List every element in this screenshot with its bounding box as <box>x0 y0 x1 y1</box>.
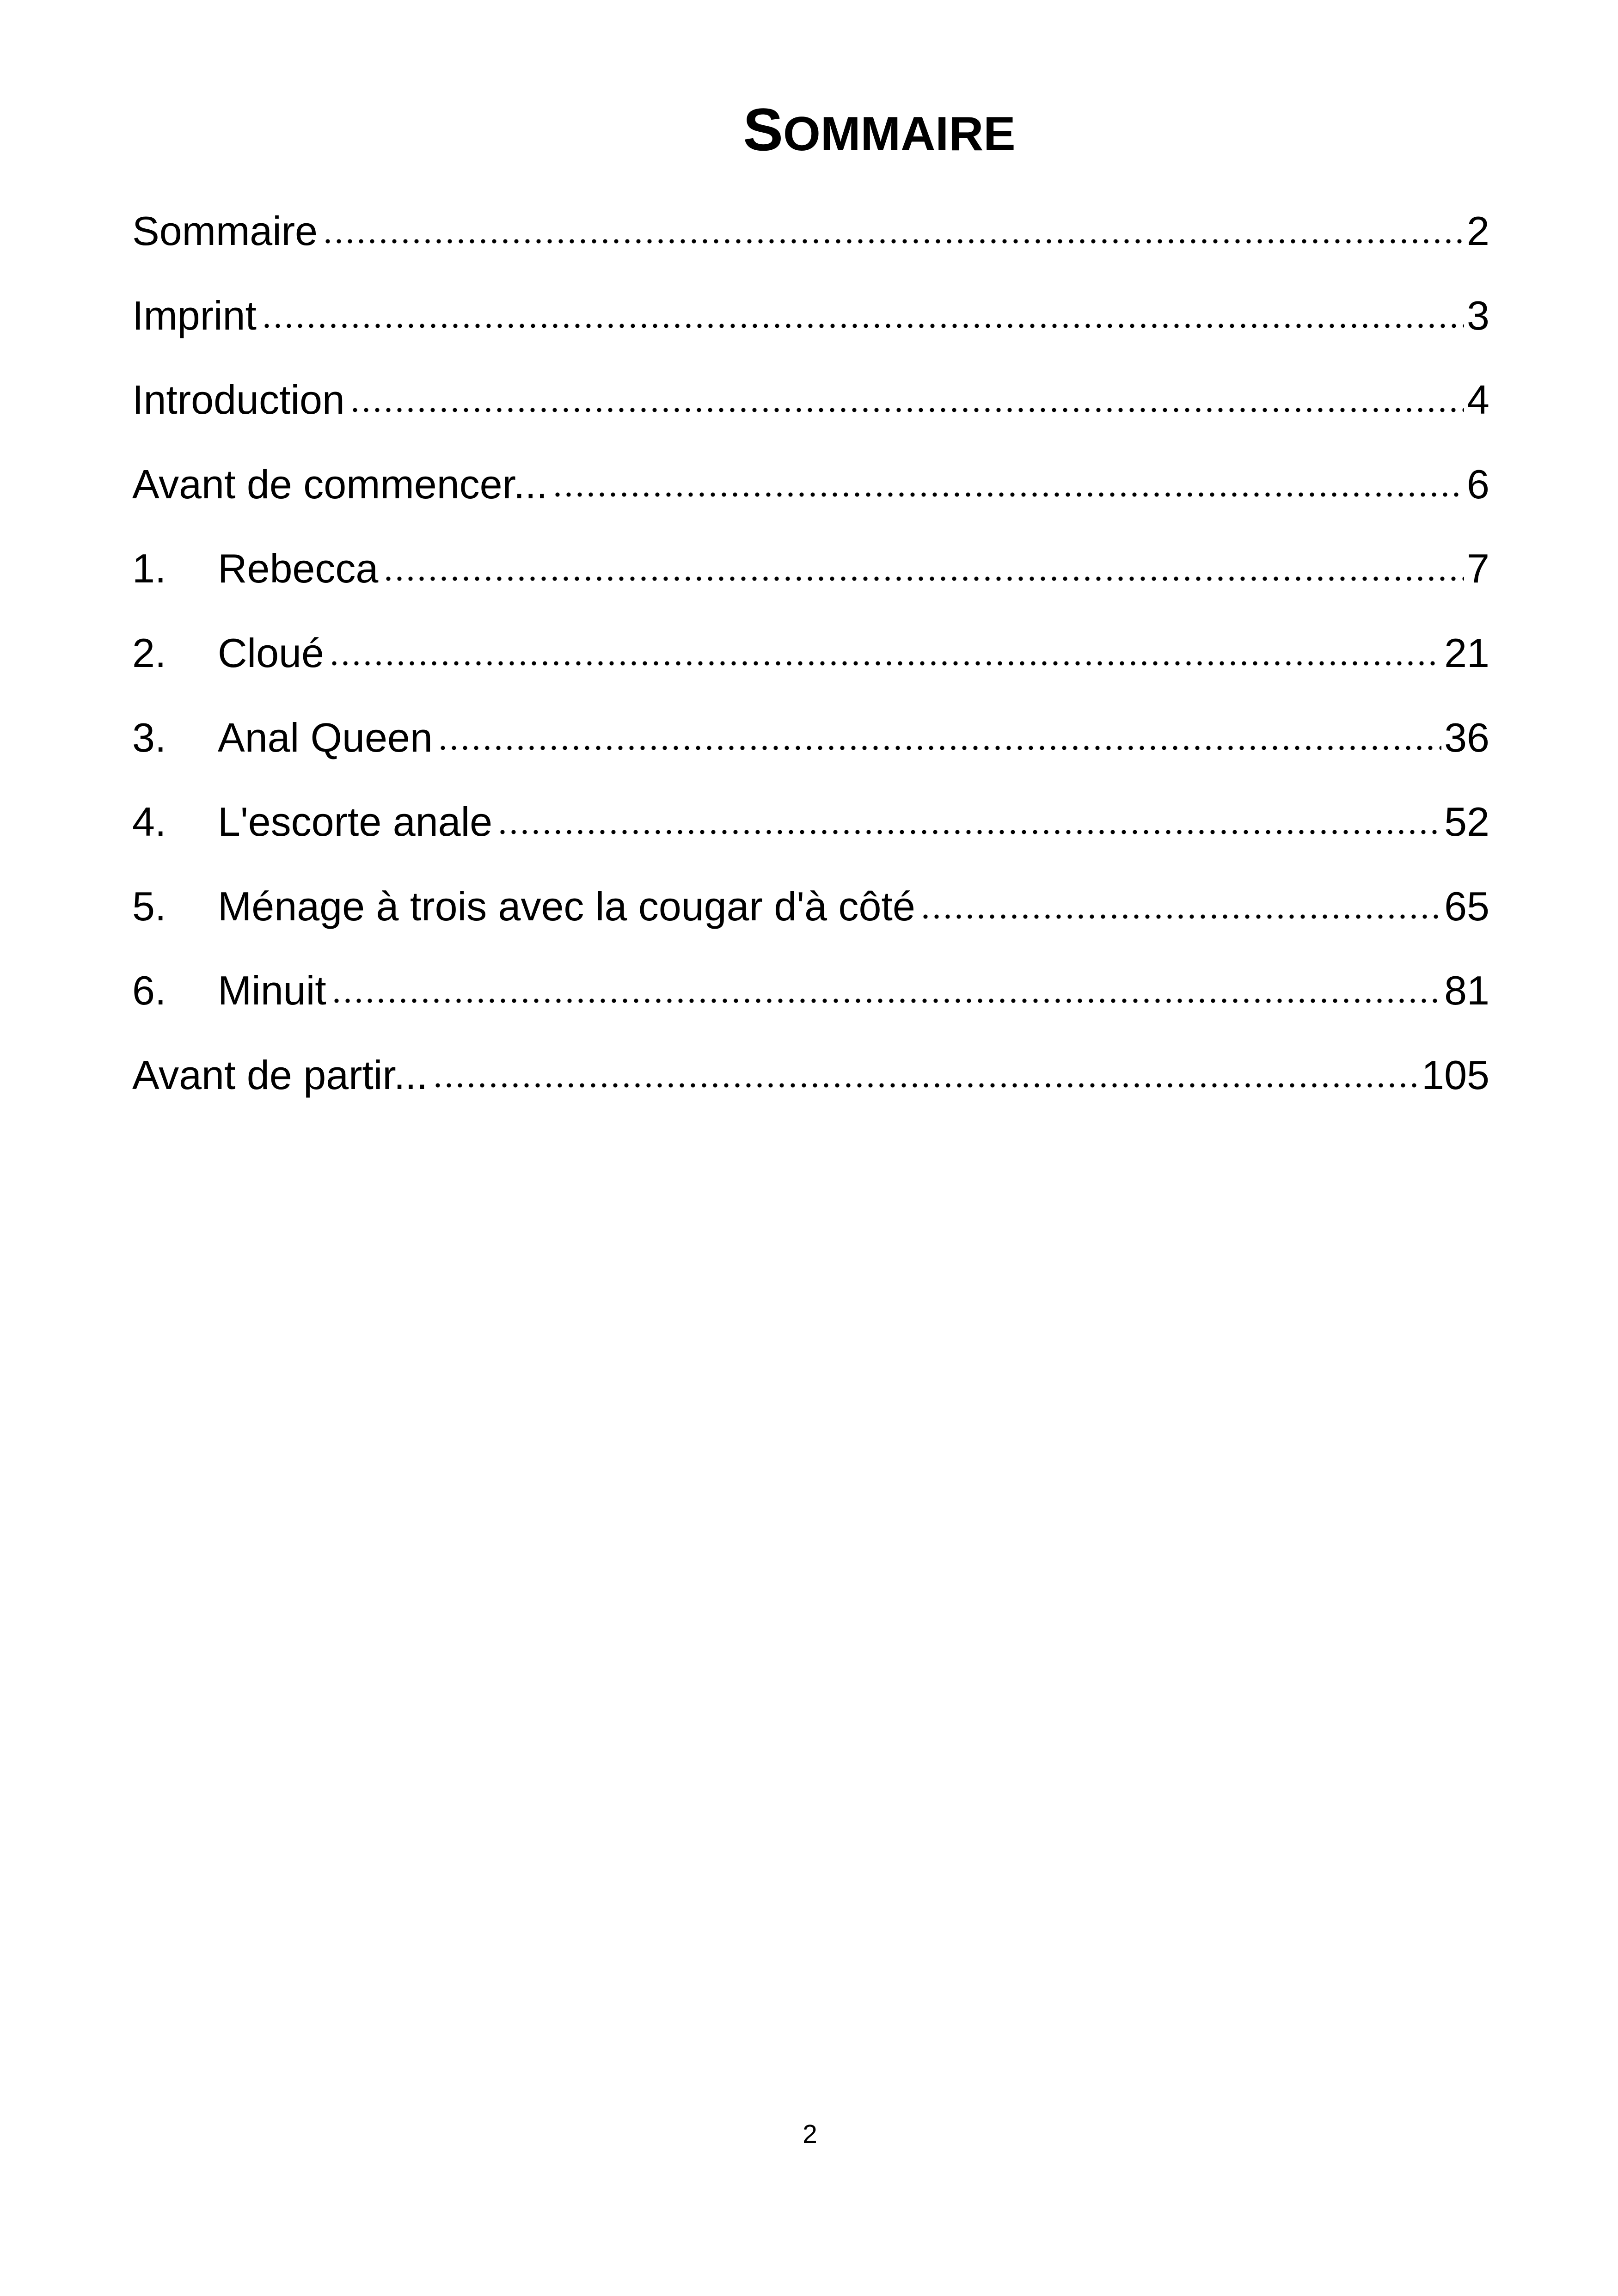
toc-entry-avant-de-commencer[interactable] <box>132 442 1489 527</box>
toc-entry-number: 4. <box>132 799 166 845</box>
toc-entry-label: Imprint <box>132 292 257 338</box>
table-of-contents <box>132 189 1489 1118</box>
toc-entry-avant-de-partir[interactable] <box>132 1033 1489 1118</box>
toc-dot-leader <box>331 997 1441 1004</box>
toc-dot-leader <box>383 575 1464 582</box>
toc-entry-label: Cloué <box>218 630 324 676</box>
toc-entry-chapter-4[interactable] <box>132 780 1489 864</box>
toc-entry-label: Sommaire <box>132 208 318 254</box>
toc-entry-chapter-5[interactable] <box>132 864 1489 949</box>
toc-entry-page: 36 <box>1444 714 1489 760</box>
toc-entry-page: 4 <box>1467 377 1489 423</box>
toc-entry-number: 1. <box>132 545 166 592</box>
toc-entry-label: L'escorte anale <box>218 799 493 845</box>
toc-entry-page: 6 <box>1467 461 1489 507</box>
toc-entry-number: 2. <box>132 630 166 676</box>
toc-entry-introduction[interactable] <box>132 358 1489 442</box>
toc-entry-label: Ménage à trois avec la cougar d'à côté <box>218 883 915 929</box>
toc-dot-leader <box>437 744 1441 752</box>
toc-entry-page: 3 <box>1467 292 1489 338</box>
toc-dot-leader <box>432 1082 1419 1089</box>
toc-entry-page: 2 <box>1467 208 1489 254</box>
toc-entry-label: Avant de commencer... <box>132 461 548 507</box>
toc-entry-page: 7 <box>1467 545 1489 592</box>
toc-entry-page: 52 <box>1444 799 1489 845</box>
page-number: 2 <box>803 2119 817 2149</box>
toc-entry-number: 6. <box>132 967 166 1014</box>
toc-entry-chapter-1[interactable] <box>132 527 1489 611</box>
toc-entry-number: 3. <box>132 714 166 760</box>
toc-entry-chapter-2[interactable] <box>132 611 1489 696</box>
toc-dot-leader <box>322 238 1464 245</box>
toc-entry-number: 5. <box>132 883 166 929</box>
toc-dot-leader <box>920 913 1441 920</box>
toc-dot-leader <box>261 322 1464 330</box>
toc-entry-imprint[interactable] <box>132 274 1489 358</box>
toc-entry-label: Introduction <box>132 377 345 423</box>
toc-entry-sommaire[interactable] <box>132 189 1489 274</box>
toc-entry-page: 65 <box>1444 883 1489 929</box>
toc-dot-leader <box>329 660 1441 667</box>
toc-entry-chapter-3[interactable] <box>132 696 1489 780</box>
toc-dot-leader <box>552 491 1464 498</box>
toc-entry-label: Anal Queen <box>218 714 433 760</box>
page-title: SOMMAIRE <box>743 96 1016 163</box>
toc-entry-page: 81 <box>1444 967 1489 1014</box>
toc-dot-leader <box>349 406 1464 414</box>
toc-entry-label: Avant de partir... <box>132 1052 428 1098</box>
toc-entry-label: Rebecca <box>218 545 379 592</box>
toc-entry-label: Minuit <box>218 967 326 1014</box>
toc-entry-page: 21 <box>1444 630 1489 676</box>
toc-entry-page: 105 <box>1422 1052 1489 1098</box>
toc-dot-leader <box>497 828 1441 836</box>
toc-entry-chapter-6[interactable] <box>132 949 1489 1033</box>
